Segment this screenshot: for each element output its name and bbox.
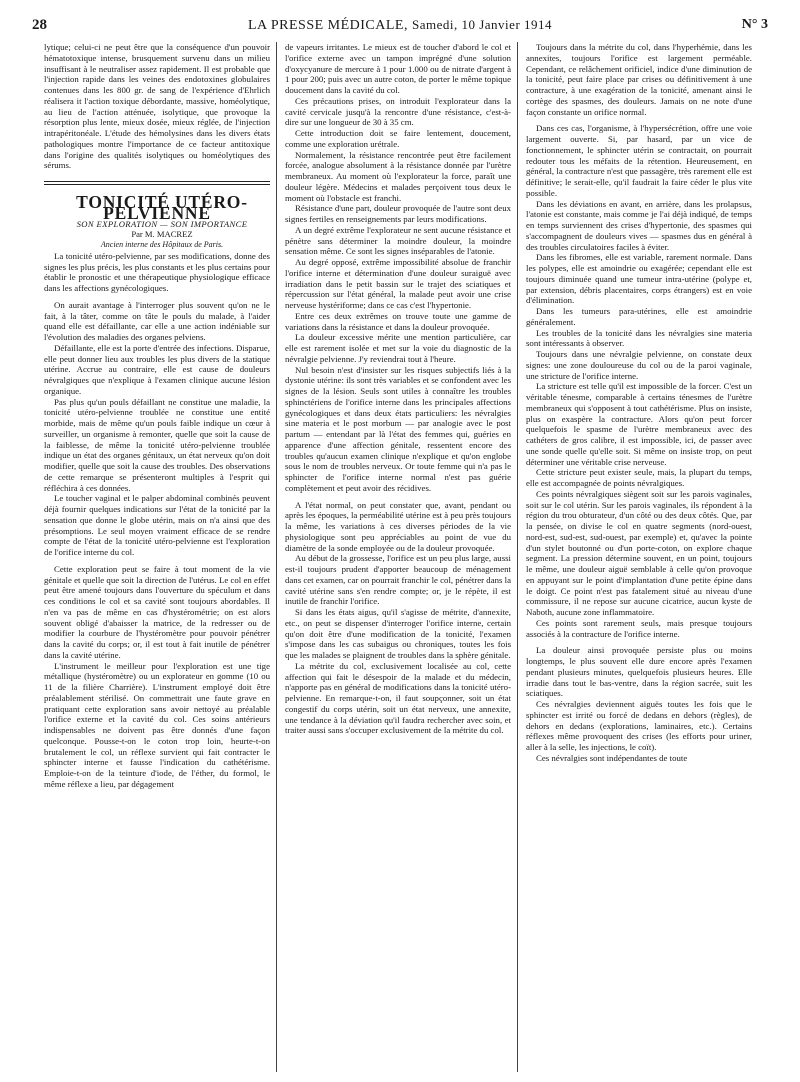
paragraph: Les troubles de la tonicité dans les névralgies sine materia sont intéressants à observer.	[526, 327, 752, 349]
paragraph: Au début de la grossesse, l'orifice est un peu plus large, aussi est-il toujours prudent d'apporter beaucoup de ménagement dans cet examen, car on pourrait franchir le col, pénétrer dans la cavité utérine sans s'en rendre compte; or, je le répète, il est inutile de franchir l'orifice.	[285, 553, 511, 607]
paragraph: Ces névralgies deviennent aiguës toutes les fois que le sphincter est irrité ou forcé de dedans en dehors (règles), de dehors en dedans (explorations, laminaires, etc.). Certains réflexes même provoquent des crises (les efforts pour uriner, aller à la selle, les injections, le coït).	[526, 699, 752, 752]
paragraph: Si dans les états aigus, qu'il s'agisse de métrite, d'annexite, etc., on peut se dispenser d'interroger l'orifice interne, certain qu'on doit être d'une modification de la tonicité, l'examen s'impose dans les cas subaigus ou chroniques, toutes les fois que les malades se plaignent de troubles dans la sphère génitale.	[285, 607, 511, 660]
paragraph: Cette exploration peut se faire à tout moment de la vie génitale et quelle que soit la direction de l'utérus. Le col en effet peut être amené toujours dans l'ouverture du spéculum et dans ces conditions le col et sa cavité sont toujours abordables. Il n'en va pas de même en cas d'hystérométrie; on est alors souvent obligé d'abaisser la matrice, de la redresser ou de modifier la courbure de l'hystéromètre pour pouvoir pénétrer dans la cavité du corps; or, il est tout à fait inutile de pénétrer dans la cavité utérine.	[44, 563, 270, 660]
column-2	[285, 42, 511, 1072]
paragraph: Défaillante, elle est la porte d'entrée des infections. Disparue, elle peut donner lieu aux troubles les plus divers de la statique utérine. Accrue au contraire, elle est cause de douleurs névralgiques que n'explique à l'examen clinique aucune lésion organique.	[44, 342, 270, 396]
paragraph: Ces névralgies sont indépendantes de toute	[536, 752, 688, 763]
page-number: 28	[32, 16, 47, 33]
paragraph: Au degré opposé, extrême impossibilité absolue de franchir l'orifice interne et détermination d'une douleur suraiguë avec irradiation dans le petit bassin sur le trajet des sciatiques et répercussion sur l'état général, la malade peut avoir une crise nerveuse hystériforme; dans ce cas c'est l'hypertonie.	[285, 257, 511, 310]
paragraph: Cette introduction doit se faire lentement, doucement, comme une exploration urétrale.	[285, 128, 511, 149]
article-subtitle: SON EXPLORATION — SON IMPORTANCE	[76, 218, 248, 229]
journal-title	[102, 17, 698, 34]
paragraph: La métrite du col, exclusivement localisée au col, cette affection qui fait le désespoir de la malade et du médecin, n'apporte pas en général de modifications dans la tonicité utéro-pelvienne. En remarque-t-on, il faut soupçonner, soit un état congestif du corps utérin, soit un état nerveux, une annexite, une tendance à la déviation qu'il faudra rechercher avec soin, et traiter aussi sans s'occuper exclusivement de la métrite du col.	[285, 660, 511, 736]
paragraph: Nul besoin n'est d'insister sur les risques subjectifs liés à la dystonie utérine: ils sont très variables et se confondent avec les signes de la lésion. Seuls sont utiles à connaître les troubles sphinctériens de l'orifice interne dans les principales affections gynécologiques et dans deux états particuliers: les névralgies sine materia et le post morbum — par analogie avec le post partum — entendant par là l'état des femmes qui, guéries en apparence d'une affection génitale, ressentent encore des troubles qu'aucun examen clinique n'explique et qu'on englobe sous le nom de troubles nerveux. Or toute femme qui n'a pas le sphincter de l'orifice interne normal n'est pas guérie complètement et peut avoir des récidives.	[285, 364, 511, 493]
paragraph: Toujours dans une névralgie pelvienne, on constate deux signes: une zone douloureuse du col ou de la paroi vaginale, une stricture de l'orifice interne.	[526, 349, 752, 381]
paragraph: L'instrument le meilleur pour l'exploration est une tige métallique (hystéromètre) ou un explorateur en gomme (10 ou 11 de la filière Charrière). L'instrument employé doit être préalablement stérilisé. On commettrait une faute grave en pratiquant cette exploration sans avoir nettoyé au préalable l'orifice externe et la cavité du col. Ces soins antérieurs indispensables ne doivent pas être donnés d'une façon quelconque. Pousse-t-on le coton trop loin, heurte-t-on brutalement le col, un réflexe survient qui fait contracter le sphincter interne et fausse l'indication du cathétérisme. Emploie-t-on de la teinture d'iode, de l'éther, du formol, le même réflexe a lieu, par dégagement	[44, 660, 270, 789]
paragraph: A l'état normal, on peut constater que, avant, pendant ou après les époques, la perméabilité utérine est à peu près toujours la même, les variations à ces diverses périodes de la vie physiologique sont peu appréciables au point de vue du diamètre de la sonde employée ou de la douleur provoquée.	[285, 499, 511, 553]
paragraph: La douleur excessive mérite une mention particulière, car elle est rarement isolée et met sur la voie du diagnostic de la névralgie pelvienne. J'y reviendrai tout à l'heure.	[285, 332, 511, 364]
paragraph: Dans les tumeurs para-utérines, elle est amoindrie généralement.	[526, 306, 752, 327]
paragraph: Toujours dans la métrite du col, dans l'hyperhémie, dans les annexites, toujours l'orifice est largement perméable. Cependant, ce relâchement orificiel, indice d'une diminution de la tonicité, peut faire place par crises ou définitivement à une contracture, à une exagération de la tonicité, amenant ainsi le cortège des spasmes, des douleurs. Jamais on ne note d'une façon constante un orifice normal.	[526, 42, 752, 117]
paragraph: Ces précautions prises, on introduit l'explorateur dans la cavité cervicale jusqu'à la rencontre d'une résistance, c'est-à-dire sur une longueur de 30 à 35 cm.	[285, 95, 511, 128]
paragraph: Dans les fibromes, elle est variable, rarement normale. Dans les polypes, elle est amoindrie ou exagérée; cependant elle est toujours diminuée quand une tumeur intra-utérine (polype et, par extension, débris placentaires, corps étrangers) est en voie d'élimination.	[526, 252, 752, 306]
paragraph: On aurait avantage à l'interroger plus souvent qu'on ne le fait, à la tâter, comme on tâte le pouls du malade, à l'aider quand elle est défaillante, car elle a une action indéniable sur l'évolution des maladies des organes pelviens.	[44, 299, 270, 342]
paragraph: Résistance d'une part, douleur provoquée de l'autre sont deux signes fertiles en renseignements par leurs modifications.	[285, 203, 511, 224]
paragraph: Ces points névralgiques siègent soit sur les parois vaginales, soit sur le col utérin. Sur les parois vaginales, ils répondent à la région du trou obturateur, d'un côté ou des deux côtés. Que, par la pensée, on divise le col en quatre segments (nord-ouest, nord-est, sud-est, sud-ouest, par exemple) et, qu'avec la pointe d'un stylet boutonné ou d'un porte-coton, on explore chaque segment. La pression détermine souvent, en un point, toujours le même, une douleur aiguë semblable à celle qu'on provoque en appuyant sur le point d'implantation d'une petite épine dans le doigt. Ce point n'est pas fatalement situé au niveau d'une commissure, il ne repose sur aucune cicatrice, aucun kyste de Naboth, aucune zone inflammatoire.	[526, 488, 752, 617]
section-rule	[44, 181, 270, 182]
journal-name: LA PRESSE MÉDICALE,	[247, 17, 408, 33]
paragraph: Dans les déviations en avant, en arrière, dans les prolapsus, l'atonie est constante, mais comme je l'ai déjà indiqué, de temps en temps surviennent des crises d'hypertonie, des spasmes qui s'accompagnent de douleurs vives — spasmes dus en général à des troubles circulatoires faciles à éviter.	[526, 198, 752, 252]
paragraph: A un degré extrême l'explorateur ne sent aucune résistance et pénètre sans déterminer la moindre douleur, la moindre sensation même. Ce sont les signes inséparables de l'atonie.	[285, 224, 511, 257]
issue-number: N° 3	[741, 17, 768, 32]
paragraph: Entre ces deux extrêmes on trouve toute une gamme de variations dans la résistance et dans la douleur provoquée.	[285, 310, 511, 332]
section-rule	[44, 184, 270, 185]
article-author: Par M. MACREZ	[131, 229, 193, 240]
column-divider	[517, 42, 518, 1072]
paragraph: de vapeurs irritantes. Le mieux est de toucher d'abord le col et l'orifice externe avec un tampon imprégné d'une solution d'oxycyanure de mercure à 1 pour 1.000 ou de nitrate d'argent à 1 pour 200; puis avec un autre coton, de porter le même topique doucement dans la cavité du col.	[285, 42, 511, 95]
paragraph: Ces points sont rarement seuls, mais presque toujours associés à la contracture de l'orifice interne.	[526, 617, 752, 639]
column-1	[44, 42, 270, 1072]
paragraph: Cette stricture peut exister seule, mais, la plupart du temps, elle est accompagnée de points névralgiques.	[526, 467, 752, 488]
paragraph: La douleur ainsi provoquée persiste plus ou moins longtemps, le plus souvent elle dure encore après l'examen pendant plusieurs minutes, quelquefois plusieurs heures. Elle irradie dans tout le bas-ventre, dans la région sacrée, suit les sciatiques.	[526, 645, 752, 699]
paragraph: La stricture est telle qu'il est impossible de la forcer. C'est un véritable ténesme, comparable à certains ténesmes de l'urètre membraneux qui s'opposent à tout cathétérisme. Plus on insiste, plus on exaspère la contracture. Alors qu'on peut forcer quelquefois le spasme de l'urètre membraneux avec des cathéters de gros calibre, il est impossible, ici, de passer avec une sonde quelle qu'elle soit. Si même on insiste trop, on peut déterminer une véritable crise nerveuse.	[526, 381, 752, 467]
paragraph: Pas plus qu'un pouls défaillant ne constitue une maladie, la tonicité utéro-pelvienne troublée ne constitue une entité morbide, mais de même qu'un pouls faible indique un cœur à surveiller, un organisme à remonter, quelle que soit la cause de la faiblesse, de même la tonicité utéro-pelvienne troublée indique un état des organes génitaux, un état nerveux qu'on doit modifier, quelle que soit la cause des troubles. Des observations de cette remarque se présenteront multiples à l'esprit qui réfléchira à ces données.	[44, 396, 270, 493]
column-divider	[276, 42, 277, 1072]
paragraph: Le toucher vaginal et le palper abdominal combinés peuvent déjà fournir quelques indications sur l'état de la tonicité par la sensation que donne le globe utérin, mais on n'a ainsi que des présomptions. Le seul moyen vraiment efficace de se rendre compte de l'état de la tonicité utéro-pelvienne est l'exploration de l'orifice interne du col.	[44, 493, 270, 557]
issue-date: Samedi, 10 Janvier 1914	[411, 16, 553, 32]
article-title: TONICITÉ UTÉRO-PELVIENNE	[76, 192, 248, 223]
column-3	[526, 42, 752, 1072]
paragraph: Normalement, la résistance rencontrée peut être facilement forcée, analogue absolument à la résistance donnée par l'urètre membraneux. Au moment où l'explorateur la force, paraît une douleur légère. Médecins et malades perçoivent tous deux le moment où l'obstacle est franchi.	[285, 149, 511, 203]
page-header	[32, 14, 768, 36]
carry-over-paragraph: lytique; celui-ci ne peut être que la conséquence d'un pouvoir hématotoxique intense, brusquement survenu dans un milieu insuffisant à le neutraliser assez rapidement. Il est probable que l'injection rapide dans les veines des endotoxines globulaires contenues dans les 800 gr. de sang de l'expérience d'Ehrlich réalisera it l'action toxique débordante, massive, homéolytique, au lieu de l'action atténuée, isolytique, que provoque la résorption plus lente, mieux dosée, mieux réglée, de l'injection intrapéritonéale. L'étude des hémolysines dans les divers états pathologiques montre l'importance de ce facteur antitoxique dans l'origine des qualités isolytiques ou homéolytiques des sérums.	[44, 42, 270, 171]
paragraph: Dans ces cas, l'organisme, à l'hypersécrétion, offre une voie largement ouverte. Si, par hasard, par un vice de fonctionnement, le sphincter utérin se contractait, on pourrait redouter tous les méfaits de la rétention. Heureusement, en général, la contracture n'est que passagère, très rarement elle est définitive; le serait-elle, qu'il faudrait la faire céder le plus vite possible.	[526, 123, 752, 198]
author-affiliation: Ancien interne des Hôpitaux de Paris.	[100, 240, 224, 249]
paragraph: La tonicité utéro-pelvienne, par ses modifications, donne des signes les plus précis, les plus constants et les plus certains pour établir le pronostic et une thérapeutique physiologique efficace dans les affections gynécologiques.	[44, 250, 270, 293]
